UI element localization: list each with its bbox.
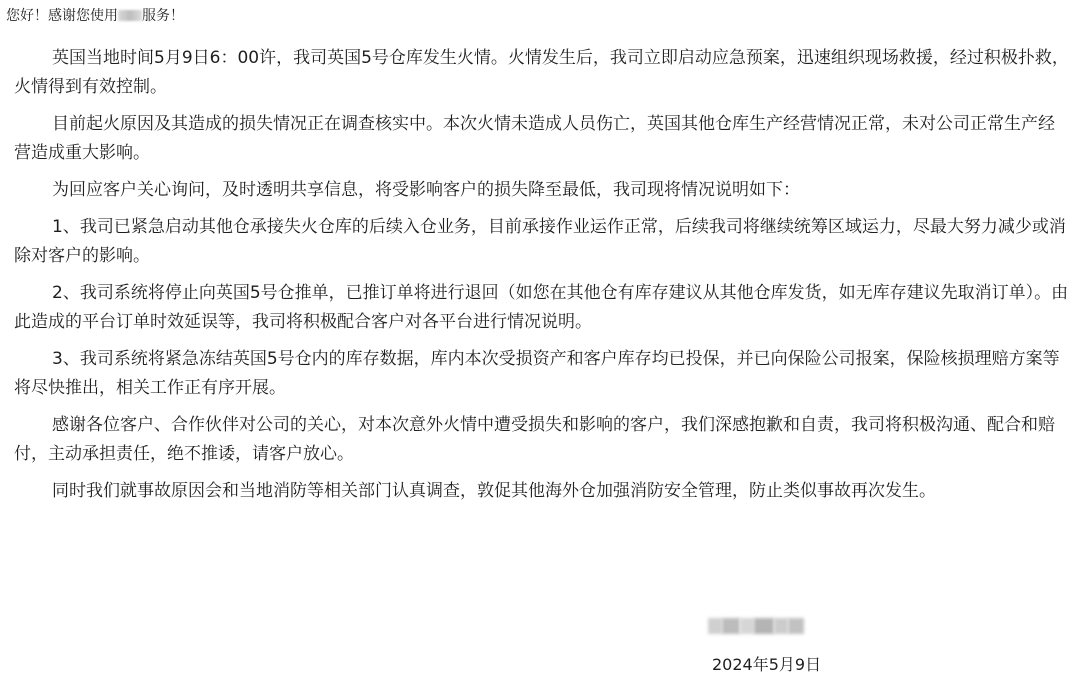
paragraph-thanks: 感谢各位客户、合作伙伴对公司的关心，对本次意外火情中遭受损失和影响的客户，我们深感抱歉和自责，我司将积极沟通、配合和赔付，主动承担责任，绝不推诿，请客户放心。 — [14, 415, 1055, 464]
letter-date: 2024年5月9日 — [712, 655, 822, 674]
greeting-line — [6, 6, 184, 26]
letter-body — [14, 44, 1070, 514]
paragraph-incident: 英国当地时间5月9日6：00许，我司英国5号仓库发生火情。火情发生后，我司立即启动应急预案，迅速组织现场救援，经过积极扑救，火情得到有效控制。 — [14, 48, 1069, 97]
greeting-text-start: 您好！感谢您使用 — [6, 8, 118, 24]
paragraph-item-2: 2、我司系统将停止向英国5号仓推单，已推订单将进行退回（如您在其他仓有库存建议从其他仓库发货，如无库存建议先取消订单）。由此造成的平台订单时效延误等，我司将积极配合客户对各平台进行情况说明。 — [14, 283, 1069, 332]
paragraph-intro: 为回应客户关心询问，及时透明共享信息，将受影响客户的损失降至最低，我司现将情况说明如下： — [52, 180, 800, 200]
greeting-text-end: 服务！ — [142, 8, 184, 24]
paragraph-item-3: 3、我司系统将紧急冻结英国5号仓内的库存数据，库内本次受损资产和客户库存均已投保，并已向保险公司报案，保险核损理赔方案等将尽快推出，相关工作正有序开展。 — [14, 349, 1060, 398]
paragraph-closing: 同时我们就事故原因会和当地消防等相关部门认真调查，敦促其他海外仓加强消防安全管理，防止类似事故再次发生。 — [52, 481, 936, 501]
paragraph-investigation: 目前起火原因及其造成的损失情况正在调查核实中。本次火情未造成人员伤亡，英国其他仓库生产经营情况正常，未对公司正常生产经营造成重大影响。 — [14, 114, 1055, 163]
redacted-company-name — [118, 10, 142, 21]
paragraph-item-1: 1、我司已紧急启动其他仓承接失火仓库的后续入仓业务，目前承接作业运作正常，后续我司将继续统筹区域运力，尽最大努力减少或消除对客户的影响。 — [14, 217, 1066, 266]
redacted-signature — [708, 616, 808, 636]
